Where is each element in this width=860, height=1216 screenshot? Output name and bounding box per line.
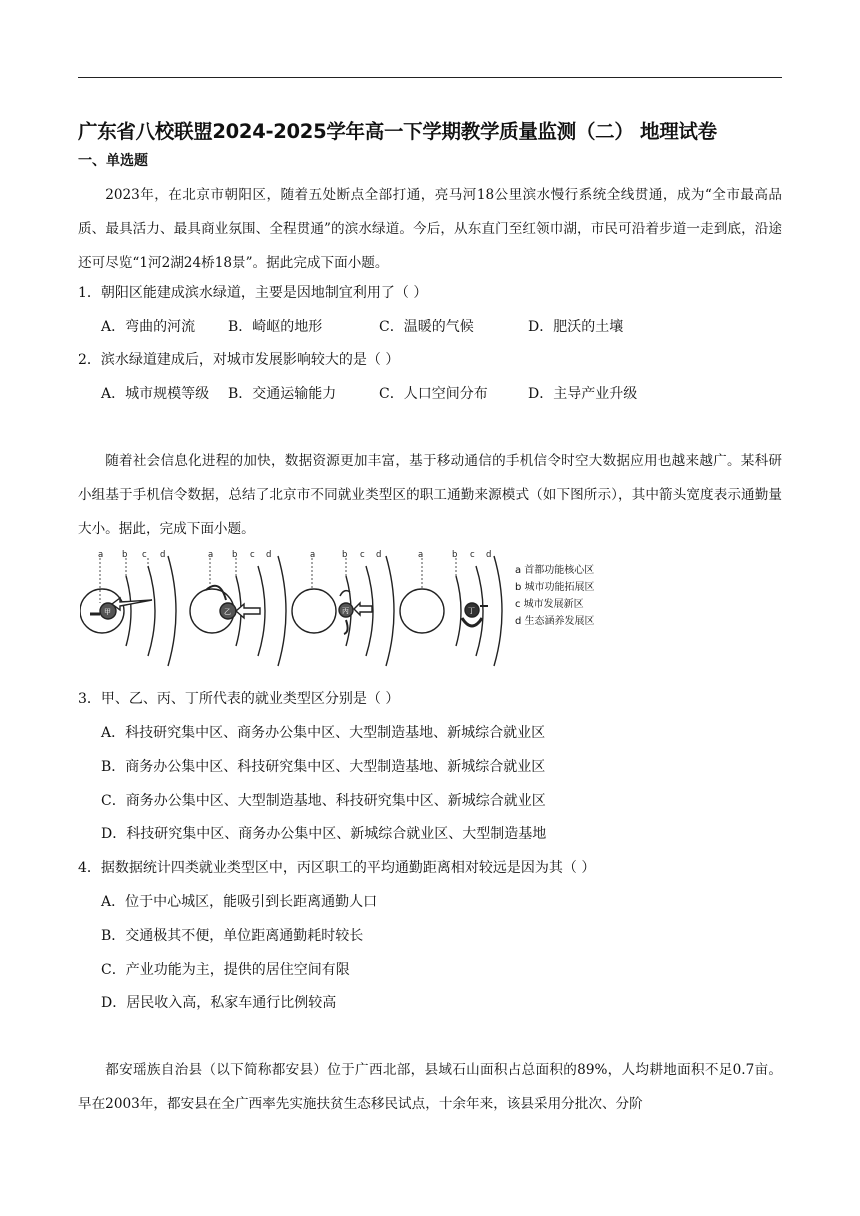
ring-label-c-3: c xyxy=(360,550,365,560)
ring-label-c-1: c xyxy=(142,550,147,560)
ring-label-d-4: d xyxy=(486,550,492,560)
ring-label-a-3: a xyxy=(310,550,316,560)
q4-option-d[interactable]: D．居民收入高，私家车通行比例较高 xyxy=(101,995,337,1011)
q1-option-c[interactable]: C．温暖的气候 xyxy=(379,319,474,335)
section-heading: 一、单选题 xyxy=(78,153,148,169)
legend-item-d: d 生态涵养发展区 xyxy=(515,616,595,627)
question-4-stem: 4．据数据统计四类就业类型区中，丙区职工的平均通勤距离相对较远是因为其（ ） xyxy=(78,860,596,876)
ring-label-b-3: b xyxy=(342,550,348,560)
ring-label-c-2: c xyxy=(250,550,255,560)
q4-option-b[interactable]: B．交通极其不便，单位距离通勤耗时较长 xyxy=(101,928,364,944)
q2-option-a[interactable]: A．城市规模等级 xyxy=(101,386,210,402)
ring-label-a-2: a xyxy=(208,550,214,560)
header-rule xyxy=(78,77,782,78)
q4-option-c[interactable]: C．产业功能为主，提供的居住空间有限 xyxy=(101,962,350,978)
legend-item-c: c 城市发展新区 xyxy=(515,599,584,610)
ring-label-b-4: b xyxy=(452,550,458,560)
ring-label-d-3: d xyxy=(376,550,382,560)
ring-label-d-2: d xyxy=(266,550,272,560)
q3-option-a[interactable]: A．科技研究集中区、商务办公集中区、大型制造基地、新城综合就业区 xyxy=(101,725,546,741)
legend-item-b: b 城市功能拓展区 xyxy=(515,582,595,593)
panel-jia xyxy=(80,556,176,666)
q1-option-a[interactable]: A．弯曲的河流 xyxy=(101,319,196,335)
panel-label-bing: 丙 xyxy=(342,607,349,615)
figure-legend xyxy=(515,562,595,630)
q3-option-b[interactable]: B．商务办公集中区、科技研究集中区、大型制造基地、新城综合就业区 xyxy=(101,759,546,775)
ring-label-d-1: d xyxy=(160,550,166,560)
q1-option-d[interactable]: D．肥沃的土壤 xyxy=(528,319,624,335)
panel-label-jia: 甲 xyxy=(104,608,111,616)
question-3-stem: 3．甲、乙、丙、丁所代表的就业类型区分别是（ ） xyxy=(78,691,400,707)
q2-option-d[interactable]: D．主导产业升级 xyxy=(528,386,638,402)
q1-option-b[interactable]: B．崎岖的地形 xyxy=(228,319,323,335)
ring-label-a-4: a xyxy=(418,550,424,560)
page-title: 广东省八校联盟2024-2025学年高一下学期教学质量监测（二） 地理试卷 xyxy=(78,120,717,143)
ring-label-c-4: c xyxy=(470,550,475,560)
panel-label-yi: 乙 xyxy=(224,608,231,616)
panel-label-ding: 丁 xyxy=(468,607,475,615)
q2-option-b[interactable]: B．交通运输能力 xyxy=(228,386,337,402)
question-2-stem: 2．滨水绿道建成后，对城市发展影响较大的是（ ） xyxy=(78,352,400,368)
q3-option-c[interactable]: C．商务办公集中区、大型制造基地、科技研究集中区、新城综合就业区 xyxy=(101,793,546,809)
passage-3: 都安瑶族自治县（以下简称都安县）位于广西北部，县域石山面积占总面积的89%，人均耕地面积不足0.7亩。早在2003年，都安县在全广西率先实施扶贫生态移民试点，十余年来，该县采用分批次、分阶 xyxy=(78,1062,782,1112)
ring-label-a-1: a xyxy=(98,550,104,560)
legend-item-a: a 首都功能核心区 xyxy=(515,565,595,576)
question-1-stem: 1．朝阳区能建成滨水绿道，主要是因地制宜利用了（ ） xyxy=(78,285,428,301)
q2-option-c[interactable]: C．人口空间分布 xyxy=(379,386,488,402)
q4-option-a[interactable]: A．位于中心城区，能吸引到长距离通勤人口 xyxy=(101,894,378,910)
ring-label-b-1: b xyxy=(122,550,128,560)
passage-2: 随着社会信息化进程的加快，数据资源更加丰富，基于移动通信的手机信令时空大数据应用也越来越广。某科研小组基于手机信令数据，总结了北京市不同就业类型区的职工通勤来源模式（如下图所示），其中箭头宽度表示通勤量大小。据此，完成下面小题。 xyxy=(78,453,782,537)
panel-ding xyxy=(400,556,502,666)
panel-yi xyxy=(190,556,286,666)
passage-1: 2023年，在北京市朝阳区，随着五处断点全部打通，亮马河18公里滨水慢行系统全线贯通，成为“全市最高品质、最具活力、最具商业氛围、全程贯通”的滨水绿道。今后，从东直门至红领巾湖，市民可沿着步道一走到底，沿途还可尽览“1河2湖24桥18景”。据此完成下面小题。 xyxy=(78,187,782,271)
ring-label-b-2: b xyxy=(232,550,238,560)
q3-option-d[interactable]: D．科技研究集中区、商务办公集中区、新城综合就业区、大型制造基地 xyxy=(101,826,547,842)
